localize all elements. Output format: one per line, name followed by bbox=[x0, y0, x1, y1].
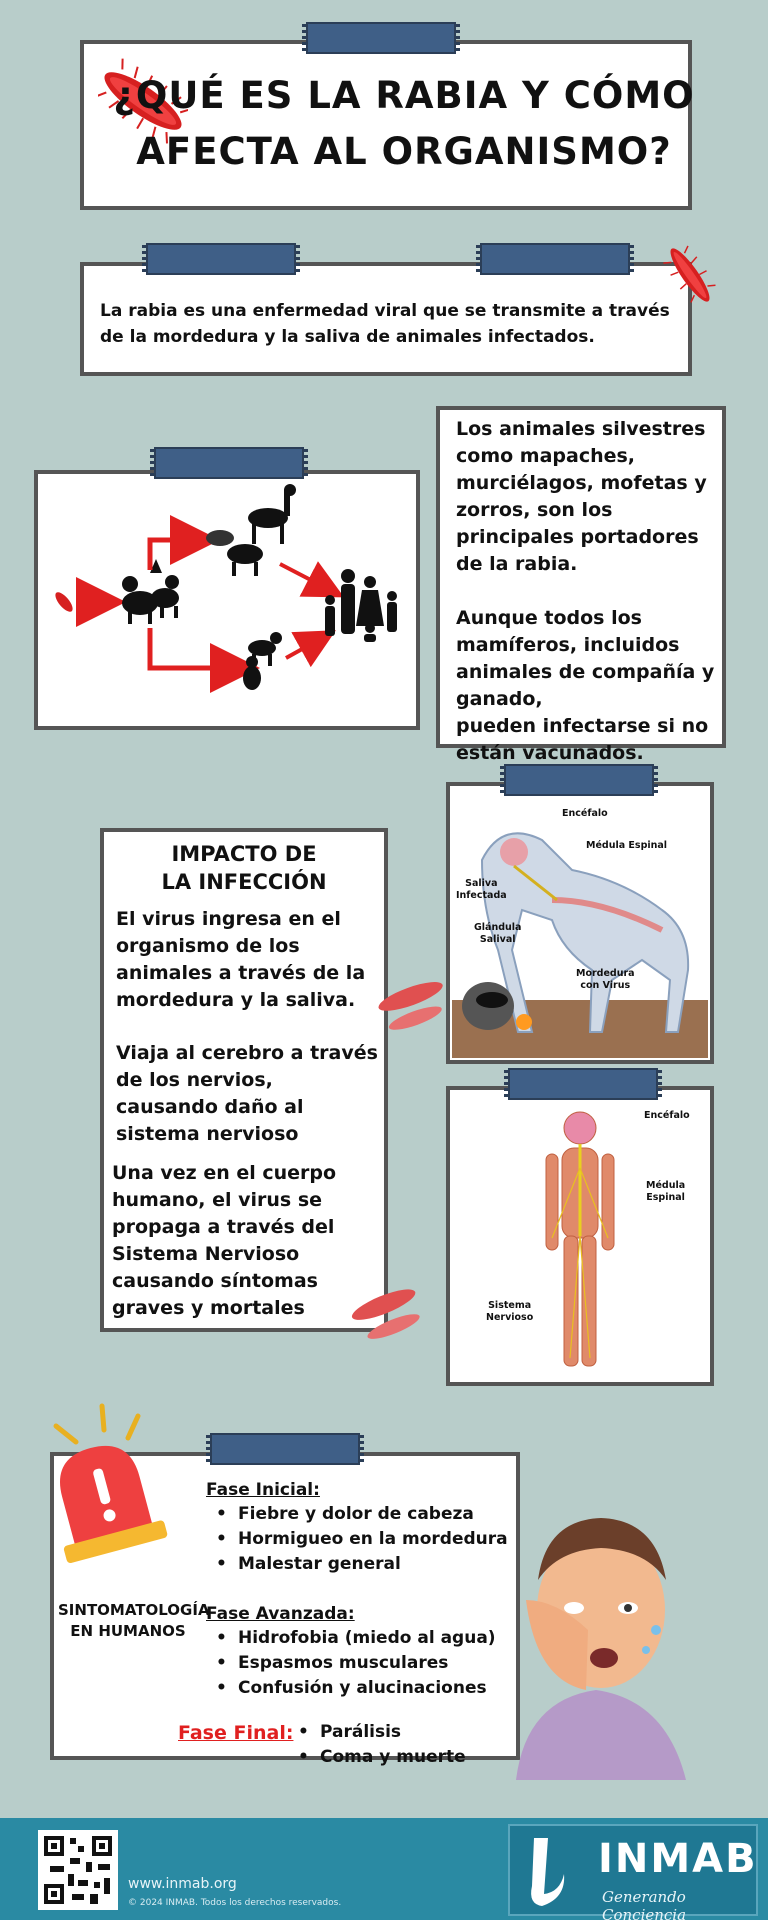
list-item: • Malestar general bbox=[216, 1552, 508, 1577]
impact-heading: IMPACTO DE LA INFECCIÓN bbox=[161, 842, 327, 894]
brand-name: INMAB bbox=[598, 1836, 758, 1882]
final-symptoms-list bbox=[298, 1720, 466, 1770]
brand-logo bbox=[508, 1824, 758, 1920]
impact-para3: Una vez en el cuerpo humano, el virus se propaga a través del Sistema Nervioso causando síntomas graves y mortales bbox=[112, 1162, 337, 1319]
phase-advanced-label: Fase Avanzada: bbox=[206, 1604, 355, 1624]
pets-icon bbox=[243, 632, 282, 690]
transmission-diagram bbox=[40, 478, 414, 724]
list-item: • Coma y muerte bbox=[298, 1745, 466, 1770]
dog-anatomy-tape bbox=[504, 764, 654, 796]
title-tape bbox=[306, 22, 456, 54]
page-title-line2: AFECTA AL ORGANISMO? bbox=[136, 130, 672, 173]
footer-copyright: © 2024 INMAB. Todos los derechos reservados. bbox=[128, 1898, 342, 1908]
human-anatomy-tape bbox=[508, 1068, 658, 1100]
transmission-tape bbox=[154, 447, 304, 479]
brand-mark-icon bbox=[524, 1834, 570, 1910]
human-label-encefalo: Encéfalo bbox=[644, 1110, 690, 1121]
advanced-symptoms-list bbox=[216, 1626, 496, 1701]
brand-tagline: Generando Conciencia bbox=[602, 1888, 687, 1920]
virus-icon bbox=[344, 1276, 430, 1350]
page-title bbox=[60, 68, 748, 180]
human-label-medula: Médula Espinal bbox=[646, 1180, 686, 1203]
human-label-sistema: Sistema Nervioso bbox=[486, 1300, 534, 1323]
livestock-icon bbox=[206, 484, 296, 576]
virus-icon bbox=[52, 590, 75, 615]
initial-symptoms-list bbox=[216, 1502, 508, 1577]
list-item: • Parálisis bbox=[298, 1720, 466, 1745]
carriers-para2b: pueden infectarse si no están vacunados. bbox=[456, 715, 709, 764]
symptoms-tape bbox=[210, 1433, 360, 1465]
carriers-para2a: Aunque todos los mamíferos, incluidos animales de compañía y ganado, bbox=[456, 607, 715, 710]
dog-label-medula: Médula Espinal bbox=[586, 840, 668, 851]
sick-person-illustration bbox=[496, 1480, 706, 1780]
list-item: • Confusión y alucinaciones bbox=[216, 1676, 496, 1701]
page-title-line1: ¿QUÉ ES LA RABIA Y CÓMO bbox=[113, 74, 695, 117]
dog-label-glandula: Glándula Salival bbox=[474, 922, 522, 945]
list-item: • Fiebre y dolor de cabeza bbox=[216, 1502, 508, 1527]
intro-text: La rabia es una enfermedad viral que se transmite a través de la mordedura y la saliva de animales infectados. bbox=[100, 301, 670, 347]
dog-label-saliva: Saliva Infectada bbox=[456, 878, 507, 901]
impact-para1: El virus ingresa en el organismo de los animales a través de la mordedura y la saliva. bbox=[116, 908, 366, 1011]
humans-icon bbox=[325, 569, 397, 642]
phase-initial-label: Fase Inicial: bbox=[206, 1480, 320, 1500]
phase-final-label: Fase Final: bbox=[178, 1722, 294, 1744]
human-anatomy-illustration bbox=[530, 1108, 630, 1372]
intro-tape-left bbox=[146, 243, 296, 275]
dog-label-encefalo: Encéfalo bbox=[562, 808, 608, 819]
alarm-icon bbox=[26, 1396, 186, 1566]
carriers-para1: Los animales silvestres como mapaches, murciélagos, mofetas y zorros, son los principales portadores de la rabia. bbox=[456, 418, 707, 575]
list-item: • Hormigueo en la mordedura bbox=[216, 1527, 508, 1552]
list-item: • Hidrofobia (miedo al agua) bbox=[216, 1626, 496, 1651]
carriers-text bbox=[456, 416, 718, 767]
virus-icon bbox=[370, 968, 456, 1038]
footer-url[interactable]: www.inmab.org bbox=[128, 1876, 237, 1892]
dog-label-mordedura: Mordedura con Virus bbox=[576, 968, 635, 991]
list-item: • Espasmos musculares bbox=[216, 1651, 496, 1676]
qr-code-icon[interactable] bbox=[38, 1830, 118, 1910]
intro-tape-right bbox=[480, 243, 630, 275]
symptoms-heading: SINTOMATOLOGÍA EN HUMANOS bbox=[58, 1601, 210, 1640]
impact-para2: Viaja al cerebro a través de los nervios, causando daño al sistema nervioso bbox=[116, 1042, 378, 1145]
